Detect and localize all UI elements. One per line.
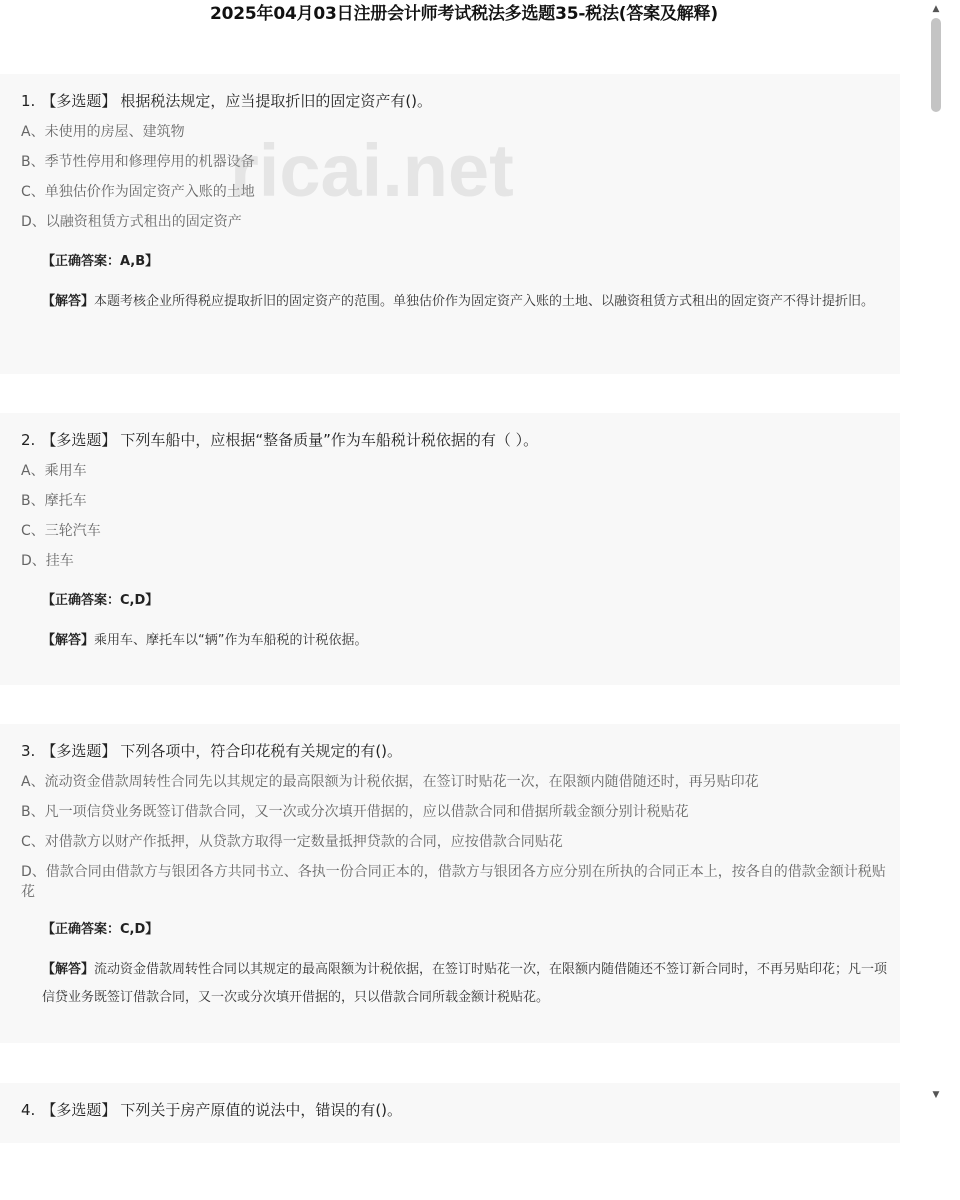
option-c: C、单独估价作为固定资产入账的土地 — [21, 184, 255, 200]
question-number: 1. — [21, 92, 36, 110]
option-d: D、以融资租赁方式租出的固定资产 — [21, 214, 242, 230]
question-heading — [21, 90, 888, 112]
explanation-text: 本题考核企业所得税应提取折旧的固定资产的范围。单独估价作为固定资产入账的土地、以融资租赁方式租出的固定资产不得计提折旧。 — [94, 294, 875, 309]
question-stem: 下列各项中，符合印花税有关规定的有()。 — [120, 742, 403, 760]
question-card-4 — [0, 1083, 900, 1143]
question-heading — [21, 1099, 888, 1121]
explanation-label: 【解答】 — [42, 294, 95, 309]
site-watermark: ricai.net — [230, 129, 514, 212]
question-card-3 — [0, 724, 900, 1043]
option-a: A、乘用车 — [21, 463, 87, 479]
explanation — [42, 956, 888, 1012]
question-heading — [21, 429, 888, 451]
question-heading — [21, 740, 888, 762]
scrollbar-thumb[interactable] — [931, 18, 941, 112]
explanation — [42, 627, 888, 655]
explanation-text: 乘用车、摩托车以“辆”作为车船税的计税依据。 — [94, 633, 368, 648]
question-card-2 — [0, 413, 900, 685]
option-a: A、未使用的房屋、建筑物 — [21, 124, 185, 140]
question-type-tag: 【多选题】 — [41, 742, 117, 760]
correct-answer: 【正确答案：A,B】 — [42, 254, 159, 269]
question-card-1 — [0, 74, 900, 374]
option-b: B、凡一项信贷业务既签订借款合同，又一次或分次填开借据的，应以借款合同和借据所载金额分别计税贴花 — [21, 804, 689, 820]
question-type-tag: 【多选题】 — [41, 92, 117, 110]
explanation — [42, 288, 888, 316]
question-number: 3. — [21, 742, 36, 760]
question-number: 2. — [21, 431, 36, 449]
question-stem: 根据税法规定，应当提取折旧的固定资产有()。 — [120, 92, 433, 110]
question-stem: 下列关于房产原值的说法中，错误的有()。 — [120, 1101, 403, 1119]
question-number: 4. — [21, 1101, 36, 1119]
explanation-label: 【解答】 — [42, 633, 95, 648]
option-a: A、流动资金借款周转性合同先以其规定的最高限额为计税依据，在签订时贴花一次，在限额内随借随还时，再另贴印花 — [21, 774, 759, 790]
question-type-tag: 【多选题】 — [41, 1101, 117, 1119]
scroll-up-arrow-icon[interactable]: ▲ — [932, 4, 940, 14]
option-b: B、季节性停用和修理停用的机器设备 — [21, 154, 255, 170]
question-type-tag: 【多选题】 — [41, 431, 117, 449]
correct-answer: 【正确答案：C,D】 — [42, 593, 159, 608]
option-d: D、借款合同由借款方与银团各方共同书立、各执一份合同正本的，借款方与银团各方应分别在所执的合同正本上，按各自的借款金额计税贴花 — [21, 864, 886, 900]
page-title: 2025年04月03日注册会计师考试税法多选题35-税法(答案及解释) — [210, 4, 718, 24]
option-c: C、三轮汽车 — [21, 523, 101, 539]
option-c: C、对借款方以财产作抵押，从贷款方取得一定数量抵押贷款的合同，应按借款合同贴花 — [21, 834, 563, 850]
question-stem: 下列车船中，应根据“整备质量”作为车船税计税依据的有（ ）。 — [120, 431, 539, 449]
correct-answer: 【正确答案：C,D】 — [42, 922, 159, 937]
vertical-scrollbar[interactable] — [928, 0, 944, 1104]
scroll-down-arrow-icon[interactable]: ▼ — [932, 1090, 940, 1100]
explanation-label: 【解答】 — [42, 962, 95, 977]
explanation-text: 流动资金借款周转性合同以其规定的最高限额为计税依据，在签订时贴花一次，在限额内随借随还不签订新合同时，不再另贴印花；凡一项信贷业务既签订借款合同，又一次或分次填开借据的，只以借款合同所载金额计税贴花。 — [42, 962, 888, 1005]
option-d: D、挂车 — [21, 553, 74, 569]
option-b: B、摩托车 — [21, 493, 87, 509]
